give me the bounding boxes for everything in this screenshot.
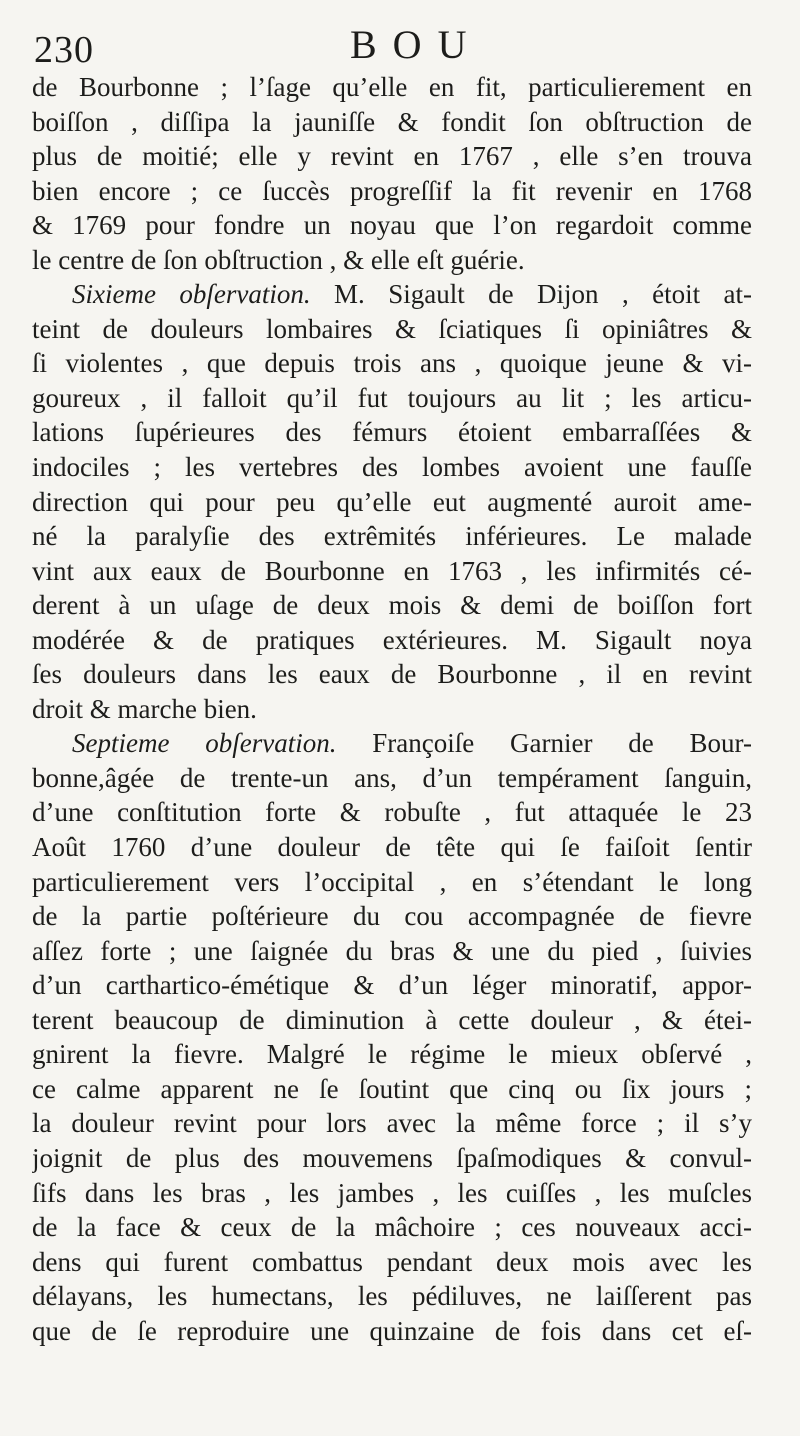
page-number: 230 — [34, 29, 94, 71]
text-line: né la paralyſie des extrêmités inférieures. Le malade — [32, 521, 752, 552]
text-line: derent à un uſage de deux mois & demi de boiſſon fort — [32, 590, 752, 621]
observation-seven-first-line — [32, 726, 752, 761]
text-line: & 1769 pour fondre un noyau que l’on regardoit comme — [32, 210, 752, 241]
text-line: de la partie poſtérieure du cou accompagnée de fievre — [32, 901, 752, 932]
text-line: modérée & de pratiques extérieures. M. Sigault noya — [32, 624, 752, 655]
text-line: le centre de ſon obſtruction , & elle eſt guérie. — [32, 244, 525, 275]
text-line: vint aux eaux de Bourbonne en 1763 , les infirmités cé- — [32, 555, 752, 586]
text-line: ſi violentes , que depuis trois ans , quoique jeune & vi- — [32, 348, 752, 379]
text-line: de la face & ceux de la mâchoire ; ces nouveaux acci- — [32, 1212, 752, 1243]
text-line: droit & marche bien. — [32, 693, 257, 724]
text-line: direction qui pour peu qu’elle eut augmenté auroit ame- — [32, 486, 752, 517]
text-line: terent beaucoup de diminution à cette douleur , & étei- — [32, 1004, 752, 1035]
text-line: d’une conſtitution forte & robuſte , fut attaquée le 23 — [32, 797, 752, 828]
text-line: de Bourbonne ; l’ſage qu’elle en fit, particulierement en — [32, 72, 752, 102]
text-line: ce calme apparent ne ſe ſoutint que cinq ou ſix jours ; — [32, 1073, 752, 1104]
text-line: boiſſon , diſſipa la jauniſſe & fondit ſon obſtruction de — [32, 106, 752, 137]
observation-six-first-line — [32, 277, 752, 312]
text-line: goureux , il falloit qu’il fut toujours au lit ; les articu- — [32, 382, 752, 413]
text-line-fragment: Françoiſe Garnier de Bour- — [372, 728, 752, 759]
text-line: ſes douleurs dans les eaux de Bourbonne , il en revint — [32, 659, 752, 690]
text-line-fragment: M. Sigault de Dijon , étoit at- — [334, 279, 752, 310]
text-line: d’un carthartico-émétique & d’un léger minoratif, appor- — [32, 970, 752, 1001]
text-line: teint de douleurs lombaires & ſciatiques ſi opiniâtres & — [32, 313, 752, 344]
body-text — [32, 70, 752, 1390]
text-line: bonne,âgée de trente-un ans, d’un tempérament ſanguin, — [32, 762, 752, 793]
text-line: que de ſe reproduire une quinzaine de fois dans cet eſ- — [32, 1315, 752, 1346]
text-line: Août 1760 d’une douleur de tête qui ſe faiſoit ſentir — [32, 832, 752, 863]
page-header — [32, 18, 792, 78]
text-line: gnirent la fievre. Malgré le régime le mieux obſervé , — [32, 1039, 752, 1070]
text-line: plus de moitié; elle y revint en 1767 , elle s’en trouva — [32, 141, 752, 172]
text-line: particulierement vers l’occipital , en s’étendant le long — [32, 866, 752, 897]
text-line: joignit de plus des mouvemens ſpaſmodiques & convul- — [32, 1142, 752, 1173]
text-line: lations ſupérieures des fémurs étoient embarraſſées & — [32, 417, 752, 448]
text-line: ſifs dans les bras , les jambes , les cuiſſes , les muſcles — [32, 1177, 752, 1208]
text-line: indociles ; les vertebres des lombes avoient une fauſſe — [32, 452, 752, 483]
text-line: bien encore ; ce ſuccès progreſſif la fit revenir en 1768 — [32, 175, 752, 206]
text-line: délayans, les humectans, les pédiluves, ne laiſſerent pas — [32, 1281, 752, 1312]
text-line: aſſez forte ; une ſaignée du bras & une du pied , ſuivies — [32, 935, 752, 966]
text-line: la douleur revint pour lors avec la même force ; il s’y — [32, 1108, 752, 1139]
text-line: dens qui furent combattus pendant deux mois avec les — [32, 1246, 752, 1277]
observation-heading-seventh: Septieme obſervation. — [72, 728, 337, 759]
running-head: BOU — [350, 22, 483, 67]
observation-heading-sixth: Sixieme obſervation. — [72, 279, 311, 310]
